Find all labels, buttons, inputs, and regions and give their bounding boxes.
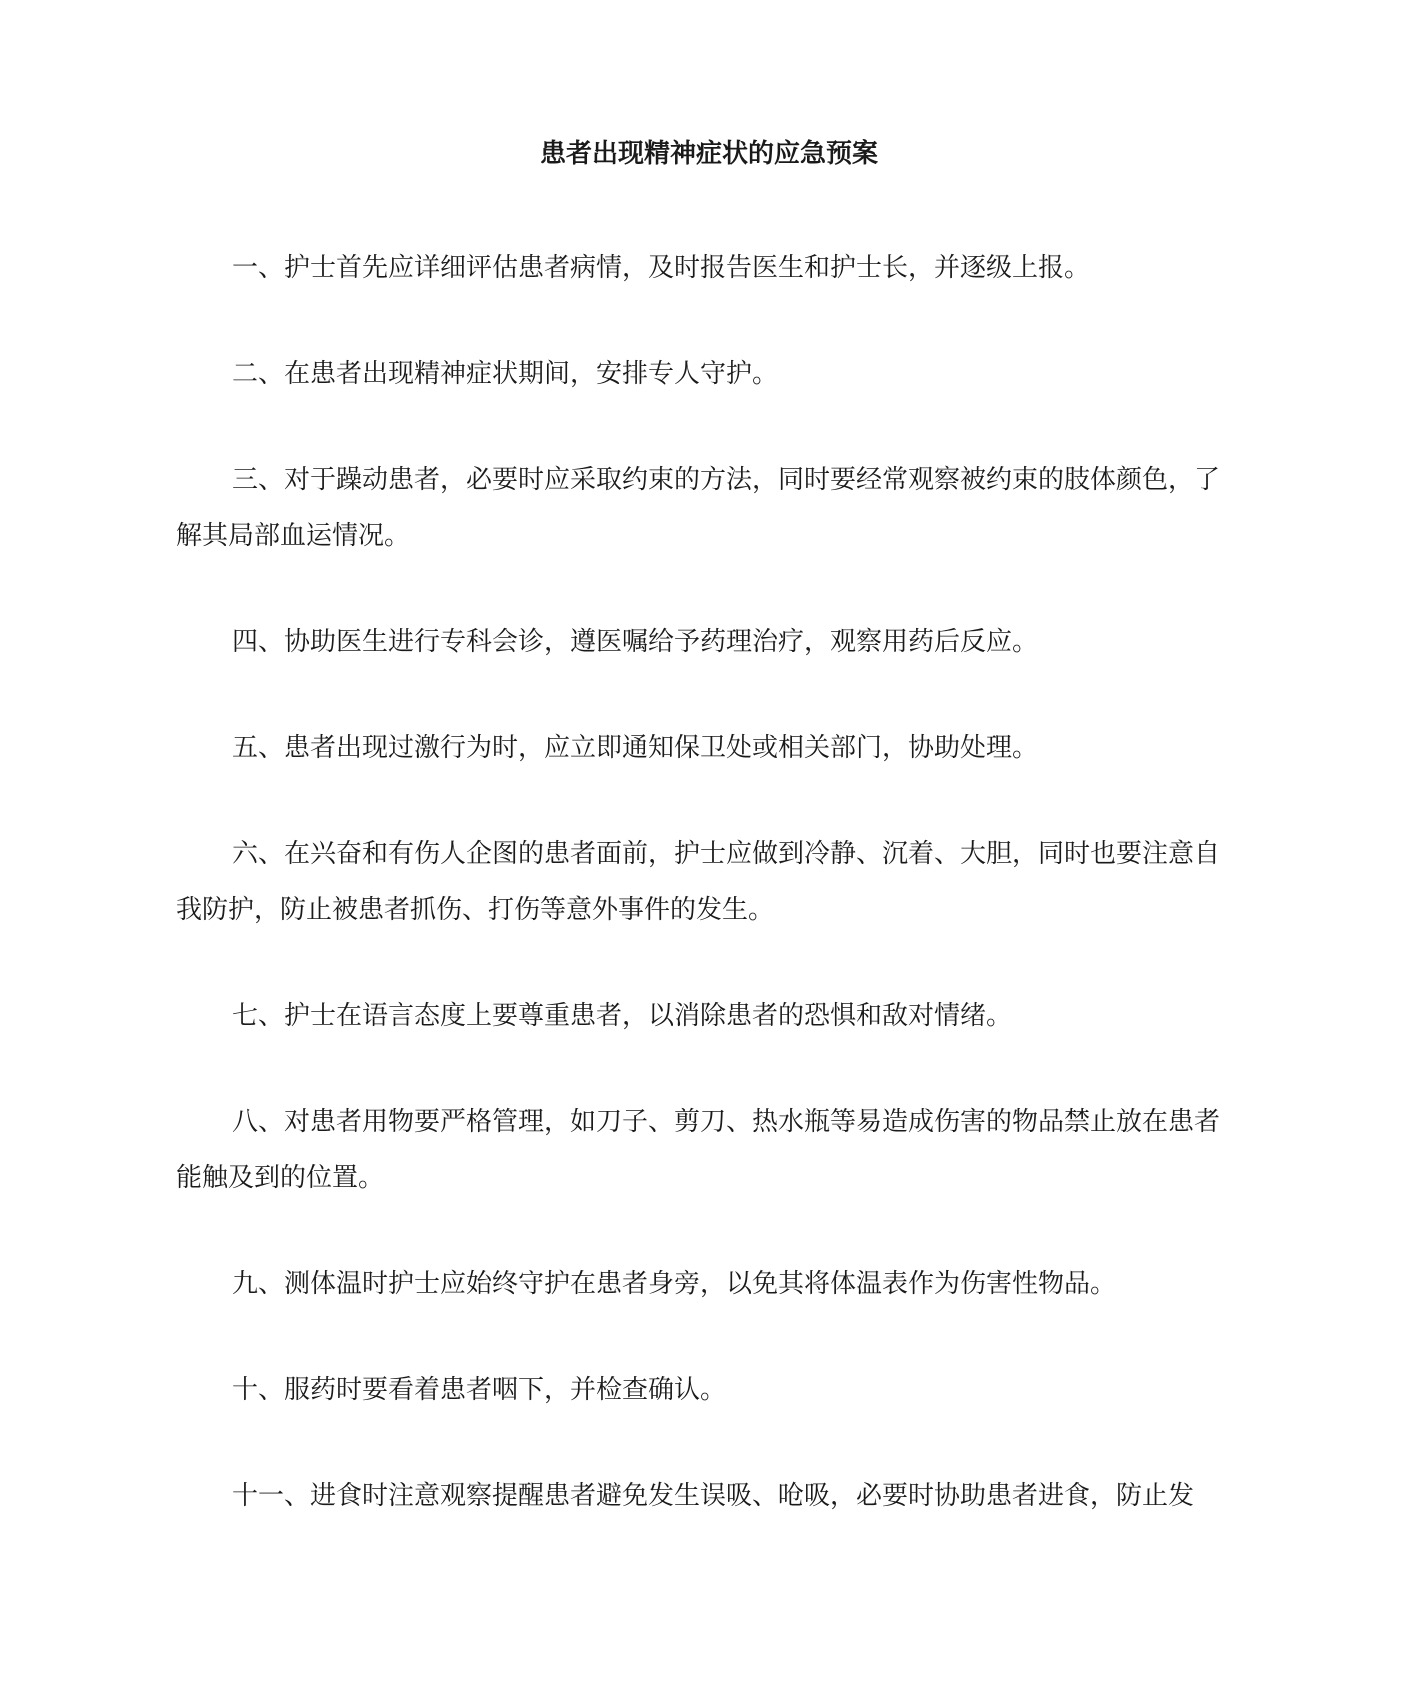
document-body — [176, 240, 1226, 1524]
document-title: 患者出现精神症状的应急预案 — [539, 139, 878, 169]
paragraph-9: 九、测体温时护士应始终守护在患者身旁，以免其将体温表作为伤害性物品。 — [232, 1269, 1117, 1299]
paragraph-1: 一、护士首先应详细评估患者病情，及时报告医生和护士长，并逐级上报。 — [232, 253, 1091, 283]
paragraph-10: 十、服药时要看着患者咽下，并检查确认。 — [232, 1375, 727, 1405]
paragraph-2: 二、在患者出现精神症状期间，安排专人守护。 — [232, 359, 779, 389]
paragraph-5: 五、患者出现过激行为时，应立即通知保卫处或相关部门，协助处理。 — [232, 733, 1039, 763]
paragraph-3: 三、对于躁动患者，必要时应采取约束的方法，同时要经常观察被约束的肢体颜色，了解其局部血运情况。 — [176, 465, 1221, 551]
paragraph-11: 十一、进食时注意观察提醒患者避免发生误吸、呛吸，必要时协助患者进食，防止发 — [232, 1481, 1195, 1511]
paragraph-4: 四、协助医生进行专科会诊，遵医嘱给予药理治疗，观察用药后反应。 — [232, 627, 1039, 657]
paragraph-8: 八、对患者用物要严格管理，如刀子、剪刀、热水瓶等易造成伤害的物品禁止放在患者能触及到的位置。 — [176, 1107, 1221, 1193]
paragraph-6: 六、在兴奋和有伤人企图的患者面前，护士应做到冷静、沉着、大胆，同时也要注意自我防护，防止被患者抓伤、打伤等意外事件的发生。 — [176, 839, 1221, 925]
paragraph-7: 七、护士在语言态度上要尊重患者，以消除患者的恐惧和敌对情绪。 — [232, 1001, 1013, 1031]
